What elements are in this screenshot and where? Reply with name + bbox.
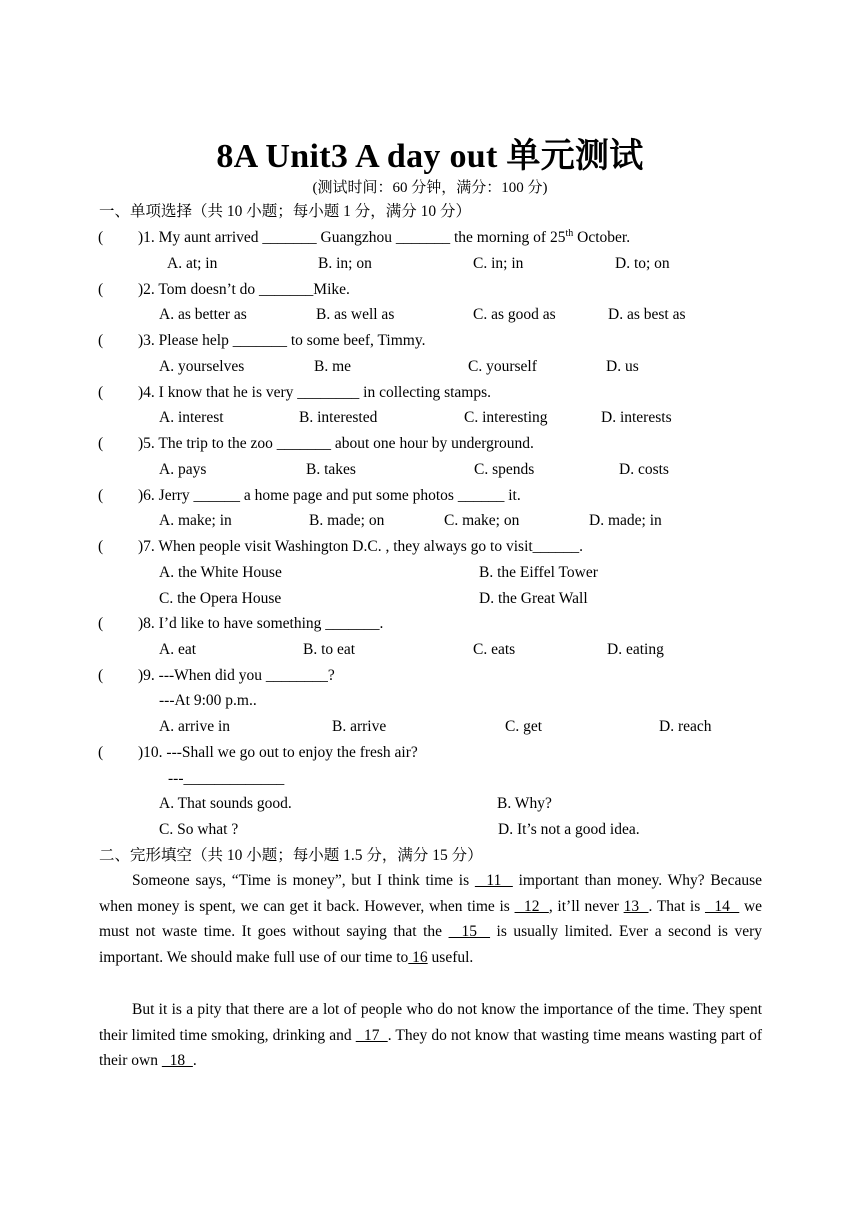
paragraph-text: useful. [427, 949, 474, 967]
question-9-response: ---At 9:00 p.m.. [159, 692, 257, 709]
paragraph-text: important than money. Why? Because when money is spent, we can get it back. However, when time is [99, 872, 762, 915]
option-a: A. at; in [167, 255, 218, 272]
option-b: B. me [314, 358, 352, 375]
option-a: A. eat [159, 641, 197, 658]
option-c: C. in; in [473, 255, 524, 272]
option-d: D. It’s not a good idea. [498, 821, 640, 838]
option-a: A. arrive in [159, 718, 231, 735]
question-4 [98, 383, 491, 403]
option-d: D. as best as [608, 306, 686, 323]
option-c: C. the Opera House [159, 590, 282, 607]
question-text: )8. I’d like to have something _______. [138, 615, 384, 632]
paragraph-text: . [192, 1052, 197, 1070]
question-10-response: ---_____________ [168, 770, 285, 787]
answer-paren: ( [98, 487, 104, 504]
paragraph-text: is usually limited. Ever a second is very important. We should make full use of our time to [99, 923, 762, 967]
answer-paren: ( [98, 332, 104, 349]
answer-paren: ( [98, 435, 104, 452]
cloze-paragraph-1 [99, 868, 762, 971]
answer-paren: ( [98, 744, 104, 761]
question-8 [98, 614, 383, 634]
question-superscript: th [565, 228, 574, 239]
option-c: C. interesting [464, 409, 548, 426]
page-title: 8A Unit3 A day out 单元测试 [216, 138, 644, 175]
question-10 [98, 743, 418, 763]
section1-heading: 一、单项选择（共 10 小题；每小题 1 分，满分 10 分） [99, 203, 472, 220]
option-b: B. Why? [497, 795, 552, 812]
blank-12: 12 [514, 897, 549, 915]
option-c: C. make; on [444, 512, 520, 529]
paragraph-text: Someone says, “Time is money”, but I think time is [132, 872, 475, 889]
option-b: B. interested [299, 409, 378, 426]
paragraph-text: we must not waste time. It goes without saying that the [99, 897, 763, 941]
option-d: D. eating [607, 641, 664, 658]
cloze-paragraph-2 [99, 997, 762, 1074]
question-text: )4. I know that he is very ________ in collecting stamps. [138, 384, 491, 401]
question-text: )7. When people visit Washington D.C. , they always go to visit______. [138, 538, 584, 555]
option-d: D. costs [619, 461, 669, 478]
question-text: )5. The trip to the zoo _______ about one hour by underground. [138, 435, 534, 452]
option-c: C. as good as [473, 306, 556, 323]
answer-paren: ( [98, 229, 104, 246]
option-a: A. as better as [159, 306, 247, 323]
paragraph-text: . They do not know that wasting time means wasting part of their own [99, 1026, 762, 1070]
paragraph-text: . That is [648, 897, 705, 915]
question-9 [98, 666, 335, 686]
question-5 [98, 434, 534, 454]
paragraph-text: , it’ll never [548, 897, 624, 915]
option-a: A. pays [159, 461, 207, 478]
option-d: D. us [606, 358, 639, 375]
option-a: A. make; in [159, 512, 232, 529]
page-subtitle: (测试时间：60 分钟，满分：100 分) [312, 180, 548, 196]
option-a: A. interest [159, 409, 224, 426]
question-7 [98, 537, 583, 557]
question-3 [98, 331, 425, 351]
question-text-end: October. [573, 229, 631, 246]
option-c: C. spends [474, 461, 535, 478]
question-text: )6. Jerry ______ a home page and put some photos ______ it. [138, 487, 521, 504]
option-b: B. as well as [316, 306, 395, 323]
answer-paren: ( [98, 667, 104, 684]
blank-15: 15 [448, 923, 491, 941]
option-b: B. arrive [332, 718, 387, 735]
option-c: C. get [505, 718, 543, 735]
option-b: B. made; on [309, 512, 385, 529]
blank-11: 11 [474, 872, 513, 889]
blank-16: 16 [408, 949, 428, 967]
blank-17: 17 [355, 1026, 388, 1044]
option-c: C. eats [473, 641, 516, 658]
blank-13: 13 [623, 897, 649, 915]
option-a: A. yourselves [159, 358, 245, 375]
option-c: C. So what ? [159, 821, 239, 838]
option-b: B. in; on [318, 255, 372, 272]
option-b: B. the Eiffel Tower [479, 564, 598, 581]
option-b: B. takes [306, 461, 356, 478]
question-1 [98, 228, 630, 248]
answer-paren: ( [98, 384, 104, 401]
question-text: )1. My aunt arrived _______ Guangzhou _______ the morning of 25 [138, 229, 566, 246]
answer-paren: ( [98, 538, 104, 555]
option-a: A. the White House [159, 564, 282, 581]
question-text: )10. ---Shall we go out to enjoy the fresh air? [138, 744, 418, 761]
answer-paren: ( [98, 281, 104, 298]
question-2 [98, 280, 350, 300]
option-b: B. to eat [303, 641, 356, 658]
question-text: )9. ---When did you ________? [138, 667, 335, 684]
option-d: D. to; on [615, 255, 670, 272]
option-c: C. yourself [468, 358, 537, 375]
paragraph-text: But it is a pity that there are a lot of people who do not know the importance of the time. They spent their limited time smoking, drinking and [99, 1001, 762, 1044]
blank-18: 18 [161, 1052, 193, 1070]
option-d: D. reach [659, 718, 712, 735]
blank-14: 14 [704, 897, 740, 915]
question-text: )3. Please help _______ to some beef, Timmy. [138, 332, 426, 349]
option-a: A. That sounds good. [159, 795, 292, 812]
option-d: D. the Great Wall [479, 590, 588, 607]
question-text: )2. Tom doesn’t do _______Mike. [138, 281, 350, 298]
question-6 [98, 486, 521, 506]
section2-heading: 二、完形填空（共 10 小题；每小题 1.5 分，满分 15 分） [99, 847, 483, 864]
answer-paren: ( [98, 615, 104, 632]
option-d: D. interests [601, 409, 672, 426]
option-d: D. made; in [589, 512, 662, 529]
